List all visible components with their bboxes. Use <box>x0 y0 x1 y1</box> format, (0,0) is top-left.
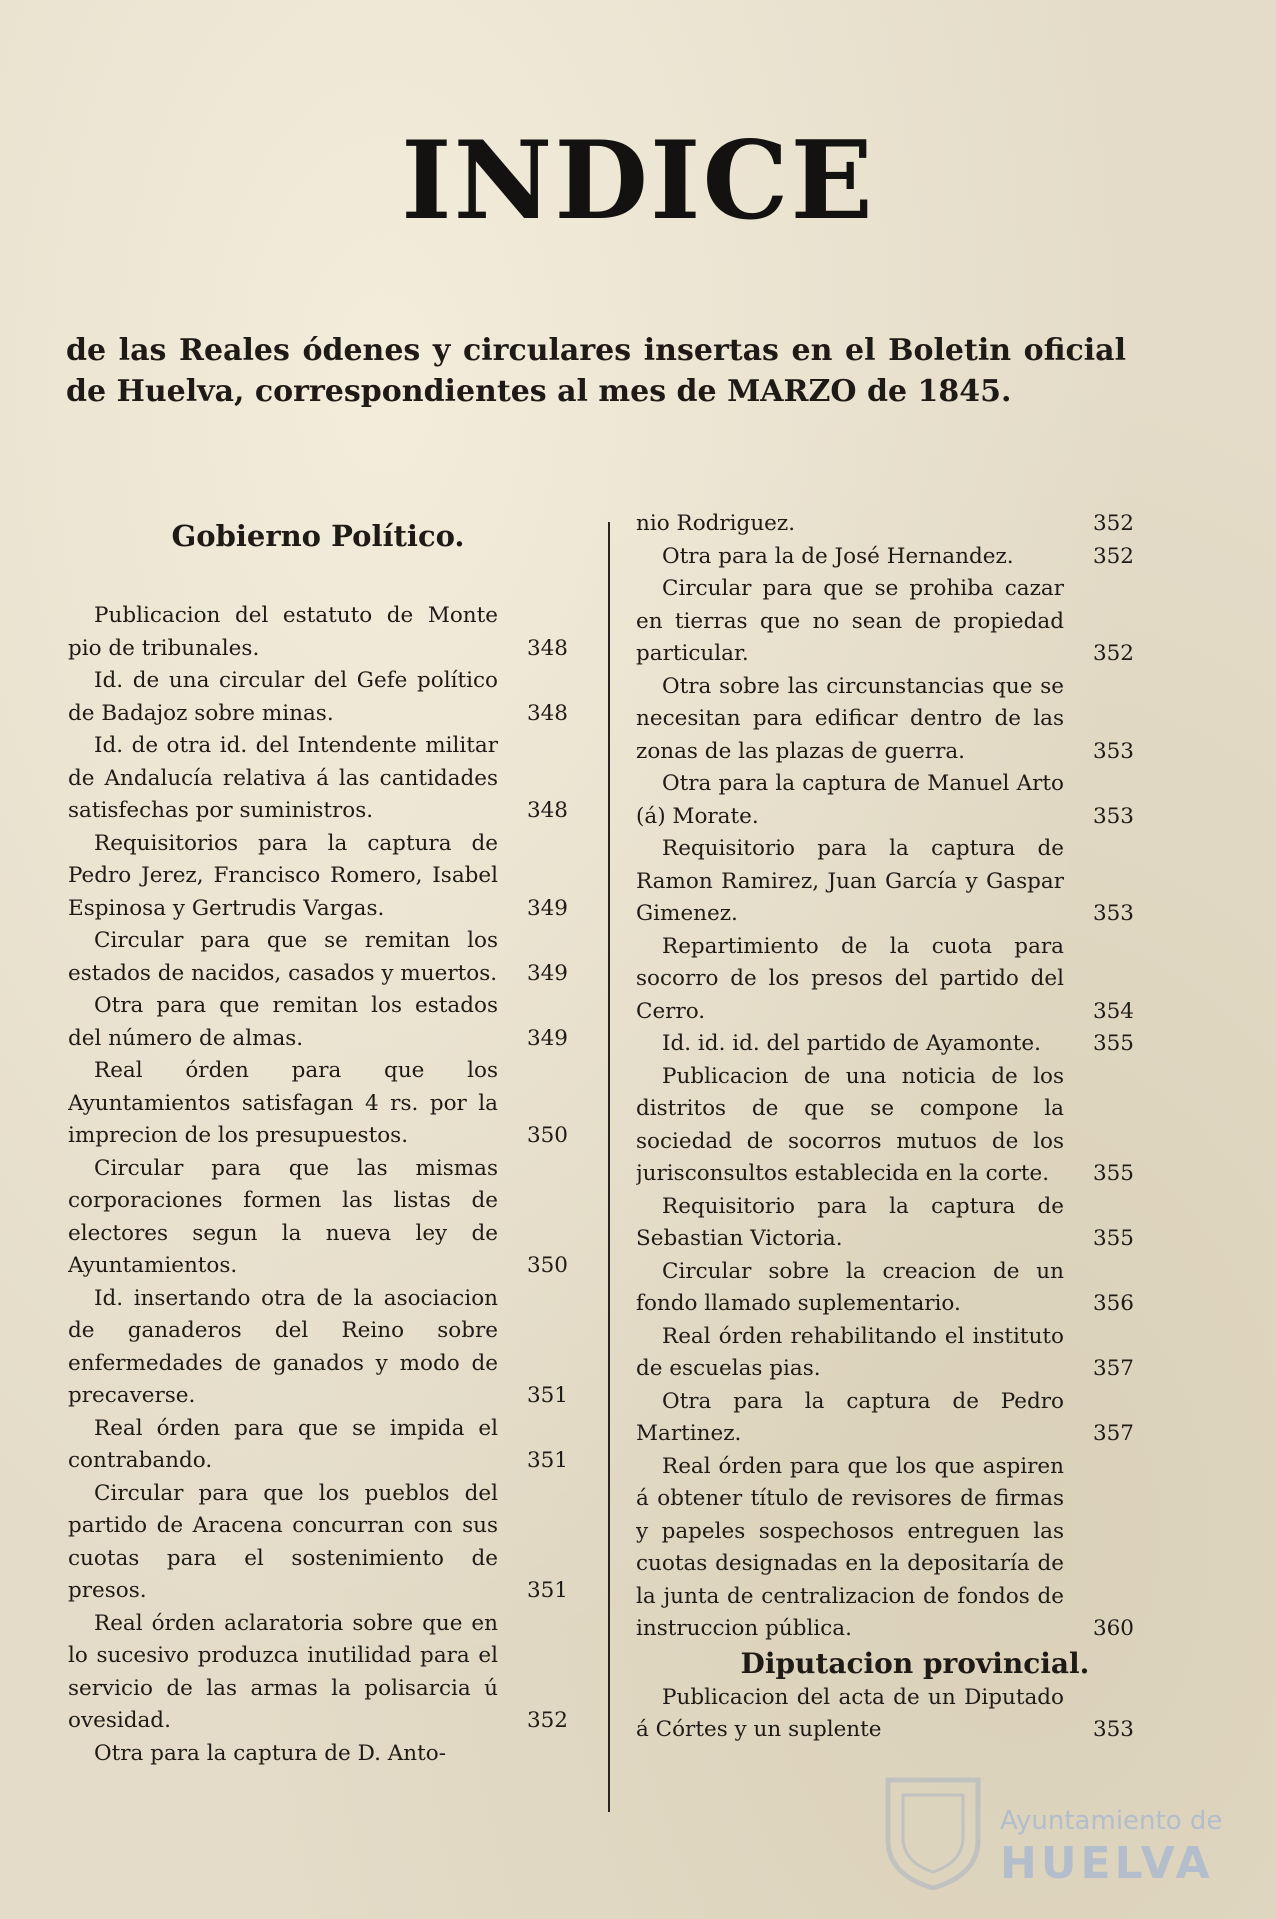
index-entry <box>636 833 1134 931</box>
page-number: 349 <box>526 895 568 921</box>
index-entry <box>636 541 1134 574</box>
entry-text: Otra para la de José Hernandez. <box>662 543 1014 569</box>
entry-text: Publicacion de una noticia de los distritos de que se compone la sociedad de socorros mutuos de los jurisconsultos establecida en la corte. <box>636 1063 1064 1186</box>
entry-text: Otra para la captura de Pedro Martinez. <box>636 1388 1064 1446</box>
page-number: 349 <box>526 960 568 986</box>
page-number: 348 <box>526 798 568 823</box>
index-entry <box>636 1256 1134 1321</box>
page-number: 353 <box>1092 738 1134 764</box>
index-entry <box>636 508 1134 541</box>
index-entry <box>68 600 568 665</box>
entry-text: Publicacion del estatuto de Monte pio de tribunales. <box>68 603 498 661</box>
page-subtitle: de las Reales ódenes y circulares insertas en el Boletin oficial de Huelva, correspondientes al mes de MARZO de 1845. <box>66 333 1126 409</box>
page-number: 352 <box>1092 641 1134 666</box>
page-number: 353 <box>1092 901 1134 926</box>
page-number: 351 <box>526 1448 568 1473</box>
entry-text: Id. id. id. del partido de Ayamonte. <box>662 1031 1041 1056</box>
entry-text: Id. insertando otra de la asociacion de ganaderos del Reino sobre enfermedades de ganados y modo de precaverse. <box>68 1285 498 1408</box>
entry-text: Real órden para que los que aspiren á obtener título de revisores de firmas y papeles sospechosos entreguen las cuotas designadas en la depositaría de la junta de centralizacion de fondos de instruccion pública. <box>636 1453 1064 1641</box>
index-entry <box>636 573 1134 671</box>
right-entries <box>636 508 1134 1646</box>
column-divider <box>608 522 610 1812</box>
page-number: 352 <box>1092 543 1134 569</box>
index-entry <box>68 1153 568 1283</box>
entry-text: Circular para que las mismas corporaciones formen las listas de electores segun la nueva ley de Ayuntamientos. <box>68 1155 498 1278</box>
entry-text: Requisitorio para la captura de Sebastian Victoria. <box>636 1193 1064 1251</box>
index-entry <box>636 931 1134 1029</box>
index-entry <box>636 768 1134 833</box>
index-entry <box>68 1608 568 1738</box>
entry-text: Circular para que se prohiba cazar en tierras que no sean de propiedad particular. <box>636 576 1064 666</box>
entry-text: Id. de otra id. del Intendente militar de Andalucía relativa á las cantidades satisfechas por suministros. <box>68 733 498 823</box>
entry-text: Otra para la captura de D. Anto- <box>94 1740 446 1766</box>
section-title-diputacion: Diputacion provincial. <box>740 1646 1090 1680</box>
index-entry <box>68 730 568 828</box>
index-entry <box>68 1738 568 1771</box>
page-number: 352 <box>1092 511 1134 536</box>
index-entry <box>68 828 568 926</box>
entry-text: Circular sobre la creacion de un fondo llamado suplementario. <box>636 1258 1064 1316</box>
entry-text: Real órden para que se impida el contrabando. <box>68 1415 498 1473</box>
page-number: 356 <box>1092 1291 1134 1316</box>
right-entries-diputacion <box>636 1682 1134 1747</box>
entry-text: Real órden rehabilitando el instituto de escuelas pias. <box>636 1323 1064 1381</box>
left-column <box>68 508 568 1770</box>
index-entry <box>636 671 1134 769</box>
entry-text: Publicacion del acta de un Diputado á Córtes y un suplente <box>636 1684 1064 1742</box>
index-entry <box>68 990 568 1055</box>
page-number: 357 <box>1092 1421 1134 1446</box>
entry-text: Circular para que los pueblos del partido de Aracena concurran con sus cuotas para el sostenimiento de presos. <box>68 1480 498 1603</box>
index-entry <box>636 1682 1134 1747</box>
entry-text: Repartimiento de la cuota para socorro de los presos del partido del Cerro. <box>636 933 1064 1024</box>
index-entry <box>68 1413 568 1478</box>
entry-text: Circular para que se remitan los estados de nacidos, casados y muertos. <box>68 928 498 986</box>
page-number: 351 <box>526 1383 568 1408</box>
index-entry <box>68 925 568 990</box>
page-number: 350 <box>526 1253 568 1278</box>
index-entry <box>68 1478 568 1608</box>
page-number: 348 <box>526 635 568 661</box>
page-title: INDICE <box>401 118 875 244</box>
page-number: 353 <box>1092 803 1134 829</box>
left-entries <box>68 600 568 1770</box>
entry-text: Otra sobre las circunstancias que se necesitan para edificar dentro de las zonas de las plazas de guerra. <box>636 673 1064 764</box>
index-entry <box>68 1283 568 1413</box>
page-number: 349 <box>526 1025 568 1051</box>
entry-text: Real órden aclaratoria sobre que en lo sucesivo produzca inutilidad para el servicio de las armas la polisarcia ú ovesidad. <box>68 1610 498 1733</box>
index-entry <box>636 1028 1134 1061</box>
index-entry <box>636 1061 1134 1191</box>
page-number: 351 <box>526 1578 568 1603</box>
right-column <box>636 508 1134 1747</box>
index-entry <box>636 1451 1134 1646</box>
index-entry <box>68 665 568 730</box>
entry-text: Requisitorios para la captura de Pedro Jerez, Francisco Romero, Isabel Espinosa y Gertrudis Vargas. <box>68 830 498 921</box>
section-title-gobierno: Gobierno Político. <box>171 519 465 553</box>
page-number: 350 <box>526 1123 568 1148</box>
entry-text: Otra para que remitan los estados del número de almas. <box>68 993 498 1051</box>
page-number: 355 <box>1092 1031 1134 1056</box>
entry-text: Requisitorio para la captura de Ramon Ramirez, Juan García y Gaspar Gimenez. <box>636 836 1064 926</box>
index-entry <box>636 1191 1134 1256</box>
entry-text: Id. de una circular del Gefe político de Badajoz sobre minas. <box>68 668 498 726</box>
page-number: 348 <box>526 700 568 726</box>
page-number: 357 <box>1092 1356 1134 1381</box>
page-number: 354 <box>1092 998 1134 1024</box>
page-number: 355 <box>1092 1226 1134 1251</box>
watermark-line1: Ayuntamiento de <box>1000 1806 1223 1836</box>
index-entry <box>636 1321 1134 1386</box>
entry-text: Otra para la captura de Manuel Arto (á) Morate. <box>636 771 1064 829</box>
page-number: 353 <box>1092 1717 1134 1742</box>
index-entry <box>636 1386 1134 1451</box>
entry-text: Real órden para que los Ayuntamientos satisfagan 4 rs. por la imprecion de los presupuestos. <box>68 1058 498 1148</box>
page-number: 360 <box>1092 1616 1134 1641</box>
page-number: 355 <box>1092 1161 1134 1186</box>
watermark-line2: HUELVA <box>1000 1838 1214 1889</box>
page-number: 352 <box>526 1708 568 1733</box>
index-entry <box>68 1055 568 1153</box>
entry-text: nio Rodriguez. <box>636 511 796 536</box>
